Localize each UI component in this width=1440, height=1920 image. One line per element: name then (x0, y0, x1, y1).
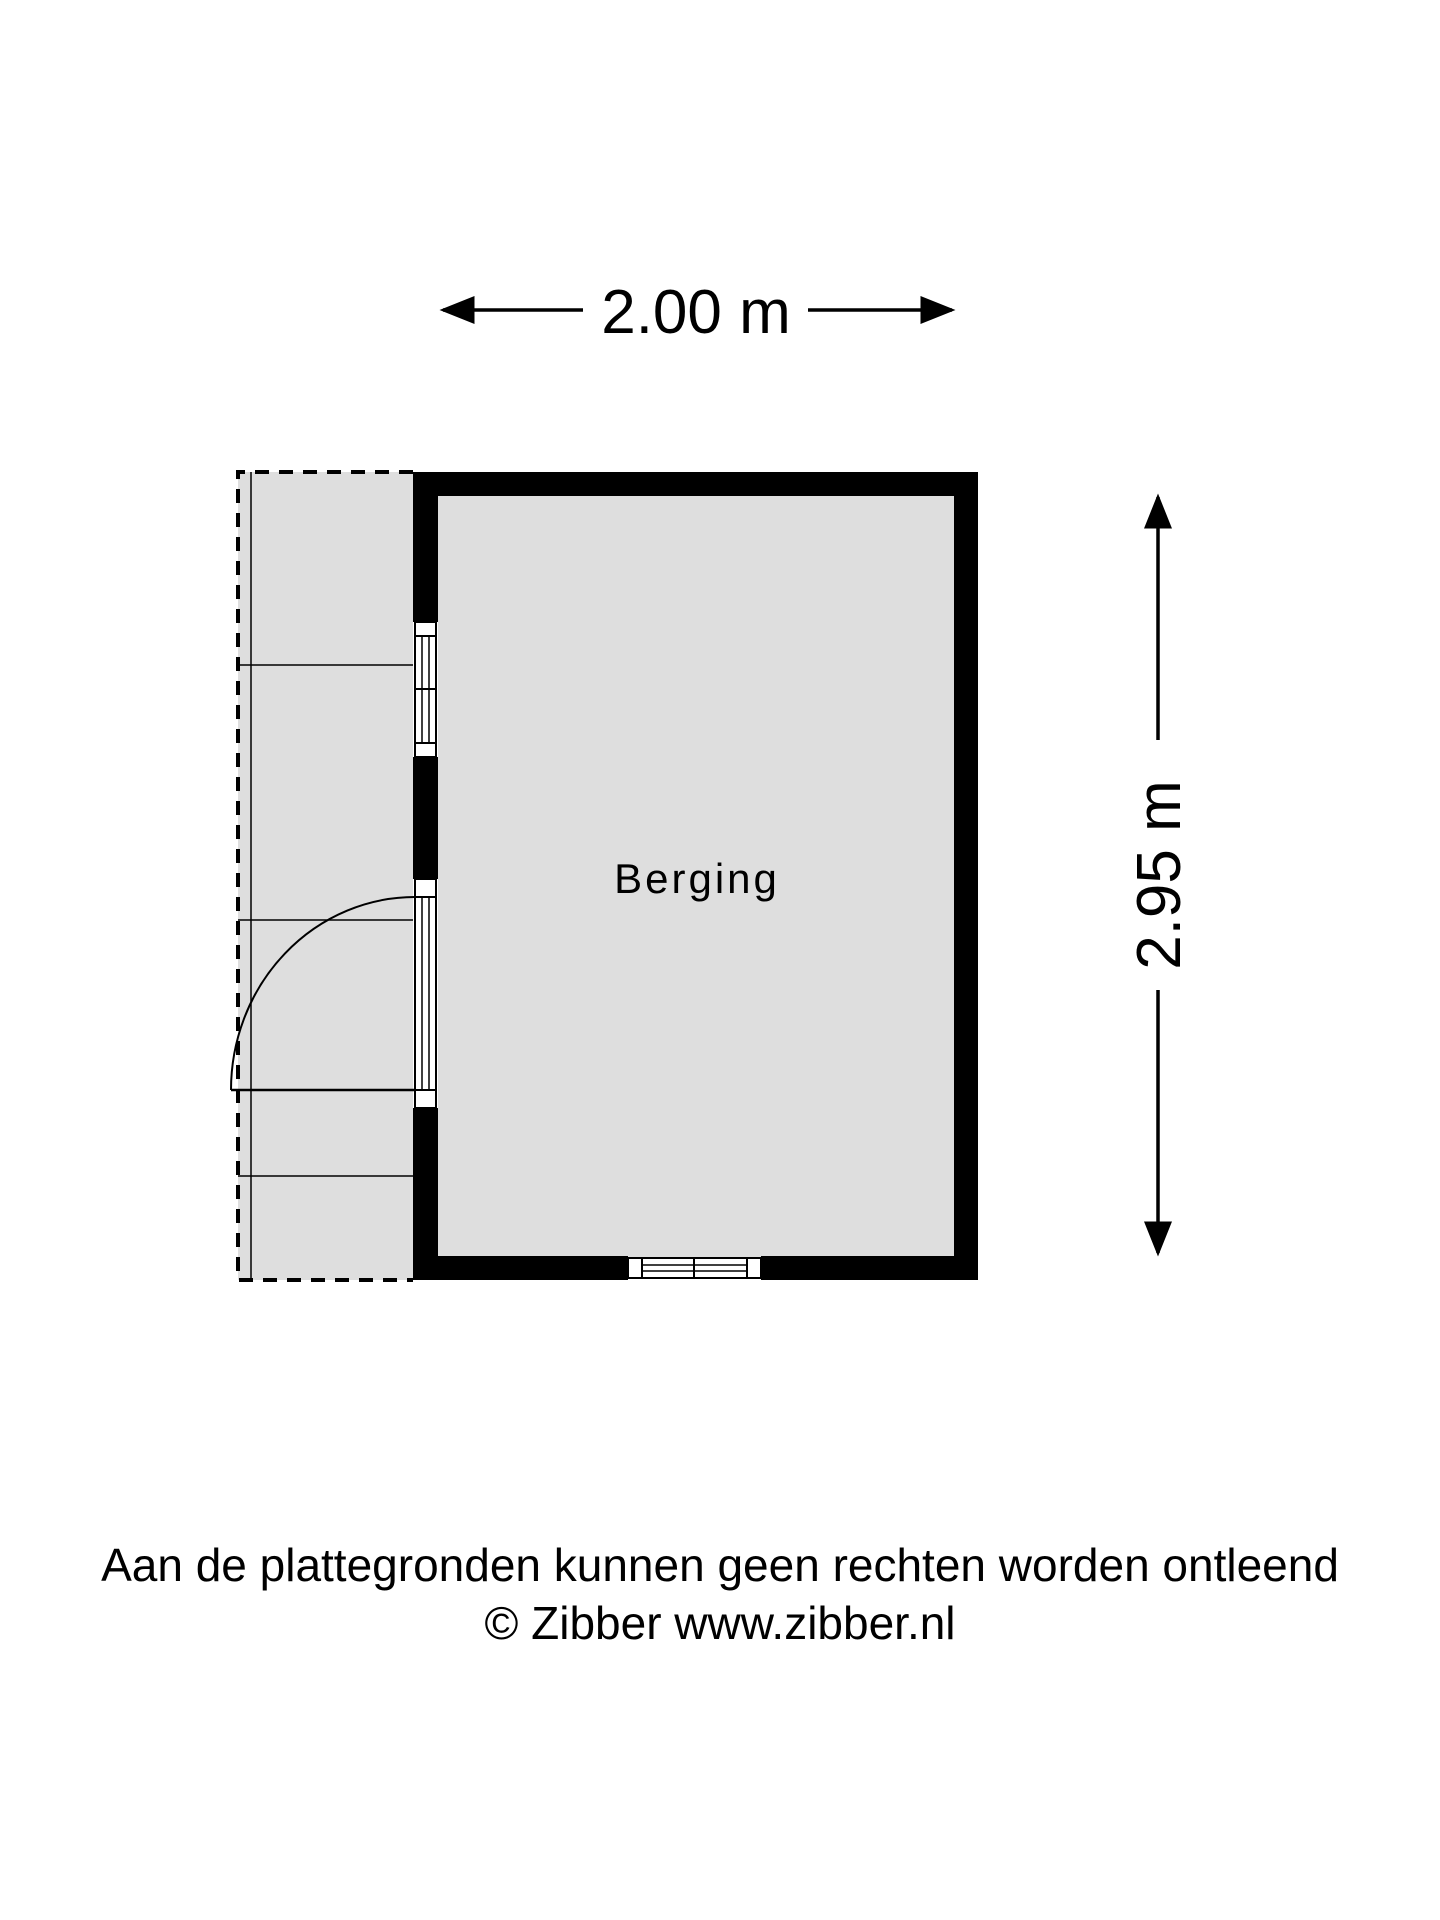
wall-right (954, 472, 978, 1280)
wall-bottom-left (413, 1256, 628, 1280)
door-opening (415, 897, 436, 1090)
door-frame-top (415, 879, 436, 897)
width-dimension (443, 278, 952, 347)
door-frame-bottom (415, 1090, 436, 1108)
room-label: Berging (614, 855, 780, 902)
bottom-window (628, 1258, 761, 1278)
height-dimension-label: 2.95 m (1125, 780, 1194, 970)
copyright-text: © Zibber www.zibber.nl (484, 1597, 956, 1649)
wall-left-lower (413, 1108, 438, 1280)
wall-bottom-right (761, 1256, 978, 1280)
height-dimension (1125, 497, 1194, 1253)
width-dimension-label: 2.00 m (601, 278, 791, 347)
wall-left-upper (413, 472, 438, 622)
wall-top (413, 472, 978, 496)
disclaimer-text: Aan de plattegronden kunnen geen rechten worden ontleend (101, 1539, 1339, 1591)
terrace-floor (238, 472, 413, 1280)
terrace-area (238, 472, 413, 1280)
left-window (415, 622, 436, 757)
wall-left-middle (413, 757, 438, 879)
